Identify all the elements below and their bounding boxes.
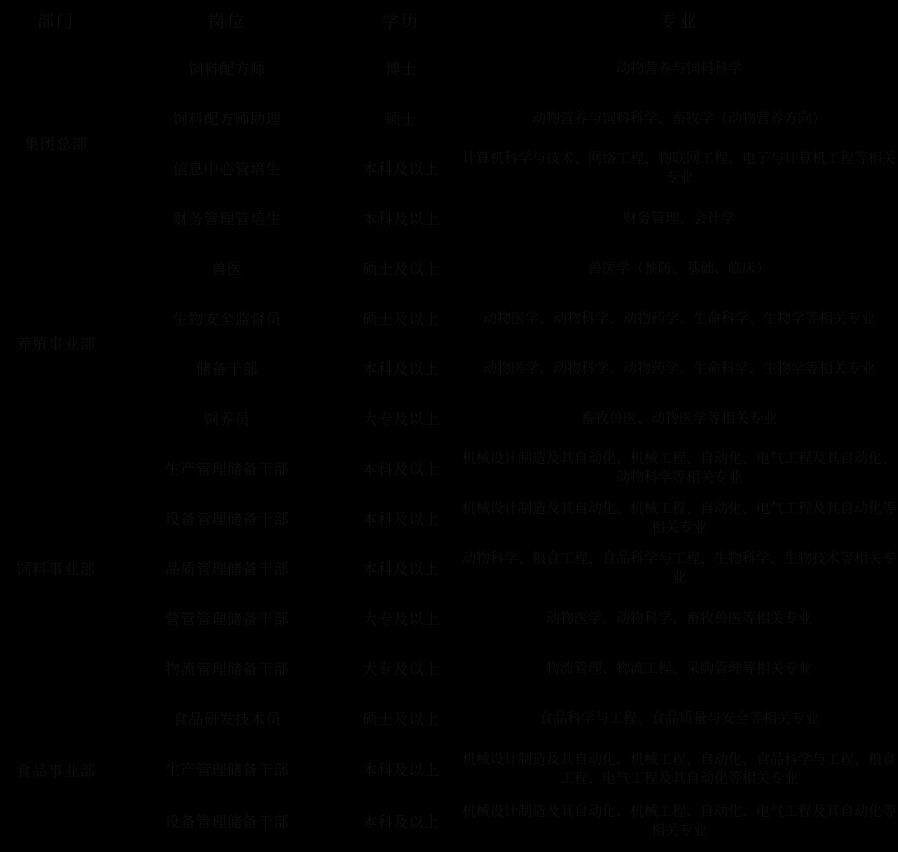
cell-education: 博士 bbox=[385, 59, 417, 78]
cell-education: 本科及以上 bbox=[362, 760, 440, 779]
cell-position: 食品研发技术员 bbox=[172, 709, 282, 728]
cell-major: 动物医学、动物科学、动物药学、生命科学、生物学等相关专业 bbox=[483, 360, 875, 377]
table-header-row bbox=[0, 0, 898, 44]
cell-education: 本科及以上 bbox=[362, 159, 440, 178]
cell-position: 饲料配方师 bbox=[188, 59, 266, 78]
table-row bbox=[0, 544, 898, 594]
cell-position: 饲养员 bbox=[203, 409, 251, 428]
column-header-education: 学历 bbox=[382, 11, 420, 32]
cell-education: 硕士及以上 bbox=[362, 709, 440, 728]
cell-education: 大专及以上 bbox=[362, 409, 440, 428]
table-row bbox=[0, 644, 898, 694]
cell-department: 食品事业部 bbox=[15, 761, 96, 780]
cell-major: 物流管理、物流工程、采购管理等相关专业 bbox=[546, 660, 812, 677]
column-header-department: 部门 bbox=[37, 11, 75, 32]
cell-position: 营管管理储备干部 bbox=[164, 609, 289, 628]
cell-education: 本科及以上 bbox=[362, 359, 440, 378]
table-body bbox=[0, 44, 898, 848]
cell-position: 信息中心管培生 bbox=[172, 159, 282, 178]
cell-education: 大专及以上 bbox=[362, 659, 440, 678]
cell-position: 储备干部 bbox=[195, 359, 258, 378]
cell-major: 机械设计制造及其自动化、机械工程、自动化、电气工程及其自动化、动物科学等相关专业 bbox=[462, 451, 896, 486]
table-header bbox=[0, 0, 898, 44]
cell-major: 财务管理、会计学 bbox=[623, 210, 735, 227]
column-header-position: 岗位 bbox=[208, 11, 246, 32]
cell-education: 本科及以上 bbox=[362, 509, 440, 528]
cell-position: 设备管理储备干部 bbox=[164, 812, 289, 831]
table-row bbox=[0, 294, 898, 344]
cell-education: 本科及以上 bbox=[362, 209, 440, 228]
cell-major: 机械设计制造及其自动化、机械工程、自动化、食品科学与工程、粮食工程、电气工程及其自动化等相关专业 bbox=[462, 752, 896, 787]
table-row bbox=[0, 796, 898, 848]
cell-position: 生产管理储备干部 bbox=[164, 459, 289, 478]
cell-position: 生物安全监督员 bbox=[172, 309, 282, 328]
cell-major: 动物科学、粮食工程、食品科学与工程、生物科学、生物技术等相关专业 bbox=[462, 551, 896, 586]
cell-position: 生产管理储备干部 bbox=[164, 760, 289, 779]
table-row bbox=[0, 744, 898, 796]
cell-major: 机械设计制造及其自动化、机械工程、自动化、电气工程及其自动化等相关专业 bbox=[462, 804, 896, 839]
table-row bbox=[0, 94, 898, 144]
table-row bbox=[0, 494, 898, 544]
table-row bbox=[0, 44, 898, 94]
cell-education: 硕士及以上 bbox=[362, 259, 440, 278]
cell-major: 计算机科学与技术、网络工程、物联网工程、电子与计算机工程等相关专业 bbox=[462, 151, 896, 186]
cell-education: 大专及以上 bbox=[362, 609, 440, 628]
cell-major: 机械设计制造及其自动化、机械工程、自动化、电气工程及其自动化等相关专业 bbox=[462, 501, 896, 536]
cell-position: 设备管理储备干部 bbox=[164, 509, 289, 528]
table-row bbox=[0, 694, 898, 744]
cell-education: 本科及以上 bbox=[362, 459, 440, 478]
cell-position: 饲料配方师助理 bbox=[172, 109, 282, 128]
cell-position: 物流管理储备干部 bbox=[164, 659, 289, 678]
cell-major: 动物营养与饲料科学、畜牧学（动物营养方向） bbox=[532, 110, 826, 127]
cell-department: 集团总部 bbox=[23, 134, 88, 153]
cell-department: 养殖事业部 bbox=[15, 334, 96, 353]
cell-position: 兽医 bbox=[211, 259, 243, 278]
table-row bbox=[0, 144, 898, 194]
cell-education: 硕士 bbox=[385, 109, 417, 128]
cell-education: 硕士及以上 bbox=[362, 309, 440, 328]
table-row bbox=[0, 444, 898, 494]
table-row bbox=[0, 344, 898, 394]
cell-position: 品质管理储备干部 bbox=[164, 559, 289, 578]
cell-major: 食品科学与工程、食品质量与安全等相关专业 bbox=[539, 710, 819, 727]
cell-position: 财务管理管培生 bbox=[172, 209, 282, 228]
table-row bbox=[0, 194, 898, 244]
cell-major: 动物医学、动物科学、畜牧兽医等相关专业 bbox=[546, 610, 812, 627]
table-row bbox=[0, 244, 898, 294]
cell-education: 本科及以上 bbox=[362, 812, 440, 831]
cell-major: 动物营养与饲料科学 bbox=[616, 60, 742, 77]
table-row bbox=[0, 394, 898, 444]
cell-major: 畜牧兽医、动物医学等相关专业 bbox=[581, 410, 777, 427]
cell-major: 动物医学、动物科学、动物药学、生命科学、生物学等相关专业 bbox=[483, 310, 875, 327]
column-header-major: 专业 bbox=[660, 11, 698, 32]
cell-major: 兽医学（预防、基础、临床） bbox=[588, 260, 770, 277]
table-row bbox=[0, 594, 898, 644]
cell-department: 饲料事业部 bbox=[15, 559, 96, 578]
cell-education: 本科及以上 bbox=[362, 559, 440, 578]
